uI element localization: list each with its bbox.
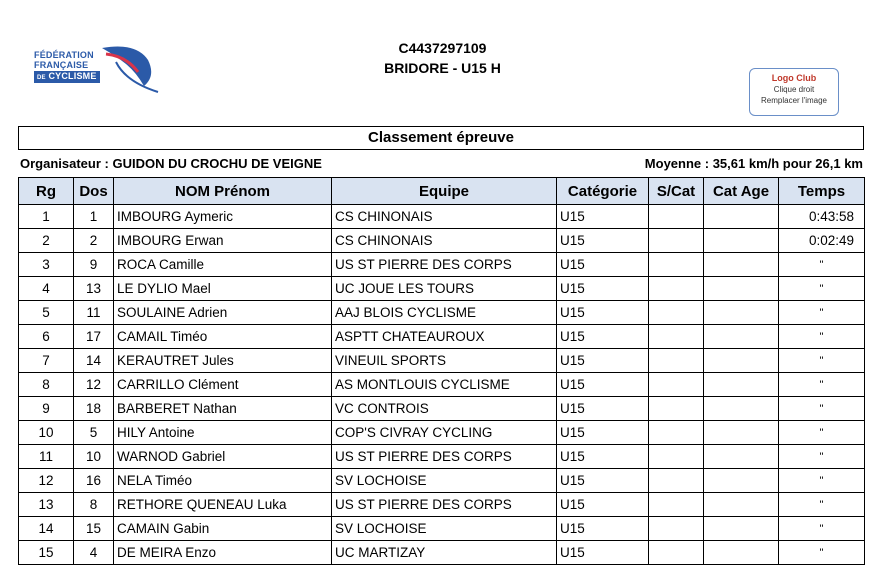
col-dos: Dos xyxy=(74,178,114,205)
cell-scat xyxy=(649,541,704,565)
logo-line-1: FÉDÉRATION xyxy=(34,50,94,60)
cell-catage xyxy=(704,229,779,253)
cell-catage xyxy=(704,325,779,349)
cell-catage xyxy=(704,469,779,493)
col-scat: S/Cat xyxy=(649,178,704,205)
cell-equipe: AAJ BLOIS CYCLISME xyxy=(332,301,557,325)
cell-catage xyxy=(704,349,779,373)
col-catage: Cat Age xyxy=(704,178,779,205)
cell-rg: 12 xyxy=(19,469,74,493)
cell-temps: " xyxy=(779,277,865,301)
cell-nom: DE MEIRA Enzo xyxy=(114,541,332,565)
organisateur: Organisateur : GUIDON DU CROCHU DE VEIGNE xyxy=(20,156,322,171)
cell-rg: 7 xyxy=(19,349,74,373)
table-row xyxy=(19,277,865,301)
cell-equipe: SV LOCHOISE xyxy=(332,469,557,493)
cell-dos: 11 xyxy=(74,301,114,325)
logo-cyclisme: CYCLISME xyxy=(48,71,97,81)
table-row xyxy=(19,421,865,445)
cell-cat: U15 xyxy=(557,469,649,493)
col-equipe: Equipe xyxy=(332,178,557,205)
cell-catage xyxy=(704,421,779,445)
section-title: Classement épreuve xyxy=(18,126,864,150)
cell-cat: U15 xyxy=(557,325,649,349)
table-row xyxy=(19,373,865,397)
cell-equipe: US ST PIERRE DES CORPS xyxy=(332,493,557,517)
cell-temps: " xyxy=(779,469,865,493)
cell-rg: 14 xyxy=(19,517,74,541)
cell-catage xyxy=(704,277,779,301)
cell-catage xyxy=(704,301,779,325)
cell-temps: " xyxy=(779,349,865,373)
cell-equipe: VC CONTROIS xyxy=(332,397,557,421)
cell-rg: 2 xyxy=(19,229,74,253)
cell-scat xyxy=(649,421,704,445)
cell-catage xyxy=(704,541,779,565)
cell-temps: " xyxy=(779,517,865,541)
cell-dos: 14 xyxy=(74,349,114,373)
cell-equipe: VINEUIL SPORTS xyxy=(332,349,557,373)
cell-catage xyxy=(704,253,779,277)
cell-equipe: SV LOCHOISE xyxy=(332,517,557,541)
table-row xyxy=(19,397,865,421)
cell-cat: U15 xyxy=(557,253,649,277)
cell-cat: U15 xyxy=(557,421,649,445)
cell-temps: " xyxy=(779,421,865,445)
cell-equipe: US ST PIERRE DES CORPS xyxy=(332,445,557,469)
table-row xyxy=(19,253,865,277)
cell-dos: 16 xyxy=(74,469,114,493)
cell-catage xyxy=(704,445,779,469)
cell-equipe: CS CHINONAIS xyxy=(332,229,557,253)
cell-cat: U15 xyxy=(557,541,649,565)
cell-equipe: UC MARTIZAY xyxy=(332,541,557,565)
cell-rg: 11 xyxy=(19,445,74,469)
race-code: C4437297109 xyxy=(398,40,487,56)
ffc-swoosh-icon xyxy=(96,42,164,98)
cell-temps: 0:43:58 xyxy=(779,205,865,229)
cell-cat: U15 xyxy=(557,205,649,229)
cell-temps: " xyxy=(779,301,865,325)
cell-scat xyxy=(649,469,704,493)
cell-rg: 4 xyxy=(19,277,74,301)
cell-dos: 10 xyxy=(74,445,114,469)
cell-temps: " xyxy=(779,493,865,517)
cell-equipe: COP'S CIVRAY CYCLING xyxy=(332,421,557,445)
cell-cat: U15 xyxy=(557,349,649,373)
logo-prefix: DE xyxy=(37,75,46,81)
cell-nom: RETHORE QUENEAU Luka xyxy=(114,493,332,517)
cell-cat: U15 xyxy=(557,277,649,301)
cell-rg: 1 xyxy=(19,205,74,229)
cell-rg: 8 xyxy=(19,373,74,397)
moyenne: Moyenne : 35,61 km/h pour 26,1 km xyxy=(644,156,863,171)
club-logo-hint-2: Remplacer l'image xyxy=(761,96,827,105)
table-row xyxy=(19,445,865,469)
cell-cat: U15 xyxy=(557,517,649,541)
cell-temps: " xyxy=(779,397,865,421)
cell-equipe: UC JOUE LES TOURS xyxy=(332,277,557,301)
cell-catage xyxy=(704,397,779,421)
cell-catage xyxy=(704,493,779,517)
table-row xyxy=(19,517,865,541)
cell-scat xyxy=(649,229,704,253)
cell-rg: 5 xyxy=(19,301,74,325)
cell-dos: 12 xyxy=(74,373,114,397)
cell-rg: 13 xyxy=(19,493,74,517)
cell-scat xyxy=(649,325,704,349)
cell-cat: U15 xyxy=(557,445,649,469)
cell-scat xyxy=(649,493,704,517)
cell-dos: 8 xyxy=(74,493,114,517)
cell-dos: 15 xyxy=(74,517,114,541)
cell-nom: HILY Antoine xyxy=(114,421,332,445)
cell-temps: " xyxy=(779,445,865,469)
cell-nom: WARNOD Gabriel xyxy=(114,445,332,469)
table-row xyxy=(19,493,865,517)
cell-nom: CARRILLO Clément xyxy=(114,373,332,397)
logo-line-2: FRANÇAISE xyxy=(34,60,89,70)
cell-equipe: AS MONTLOUIS CYCLISME xyxy=(332,373,557,397)
cell-dos: 4 xyxy=(74,541,114,565)
cell-cat: U15 xyxy=(557,229,649,253)
cell-dos: 9 xyxy=(74,253,114,277)
cell-nom: LE DYLIO Mael xyxy=(114,277,332,301)
club-logo-placeholder[interactable] xyxy=(749,68,839,116)
cell-temps: " xyxy=(779,253,865,277)
cell-nom: KERAUTRET Jules xyxy=(114,349,332,373)
cell-temps: " xyxy=(779,541,865,565)
results-table xyxy=(18,177,865,565)
col-rg: Rg xyxy=(19,178,74,205)
col-temps: Temps xyxy=(779,178,865,205)
table-row xyxy=(19,205,865,229)
cell-temps: " xyxy=(779,325,865,349)
cell-rg: 6 xyxy=(19,325,74,349)
table-row xyxy=(19,301,865,325)
cell-cat: U15 xyxy=(557,301,649,325)
table-row xyxy=(19,469,865,493)
cell-equipe: CS CHINONAIS xyxy=(332,205,557,229)
cell-catage xyxy=(704,517,779,541)
cell-temps: " xyxy=(779,373,865,397)
cell-cat: U15 xyxy=(557,493,649,517)
cell-cat: U15 xyxy=(557,397,649,421)
table-row xyxy=(19,349,865,373)
cell-scat xyxy=(649,301,704,325)
cell-dos: 17 xyxy=(74,325,114,349)
ffc-logo-text xyxy=(34,50,100,83)
table-row xyxy=(19,325,865,349)
table-header-row xyxy=(19,178,865,205)
col-categorie: Catégorie xyxy=(557,178,649,205)
cell-catage xyxy=(704,373,779,397)
cell-catage xyxy=(704,205,779,229)
cell-scat xyxy=(649,205,704,229)
cell-dos: 18 xyxy=(74,397,114,421)
cell-scat xyxy=(649,277,704,301)
cell-dos: 2 xyxy=(74,229,114,253)
cell-scat xyxy=(649,397,704,421)
cell-nom: BARBERET Nathan xyxy=(114,397,332,421)
cell-cat: U15 xyxy=(557,373,649,397)
cell-dos: 1 xyxy=(74,205,114,229)
cell-nom: IMBOURG Erwan xyxy=(114,229,332,253)
cell-dos: 13 xyxy=(74,277,114,301)
cell-rg: 10 xyxy=(19,421,74,445)
cell-nom: CAMAIL Timéo xyxy=(114,325,332,349)
table-row xyxy=(19,541,865,565)
cell-scat xyxy=(649,349,704,373)
cell-scat xyxy=(649,517,704,541)
cell-scat xyxy=(649,445,704,469)
col-nom: NOM Prénom xyxy=(114,178,332,205)
cell-nom: SOULAINE Adrien xyxy=(114,301,332,325)
club-logo-hint-1: Clique droit xyxy=(773,85,815,94)
race-name: BRIDORE - U15 H xyxy=(384,60,501,76)
cell-nom: ROCA Camille xyxy=(114,253,332,277)
cell-rg: 15 xyxy=(19,541,74,565)
table-row xyxy=(19,229,865,253)
cell-scat xyxy=(649,373,704,397)
ffc-logo xyxy=(34,42,164,100)
cell-nom: IMBOURG Aymeric xyxy=(114,205,332,229)
cell-equipe: ASPTT CHATEAUROUX xyxy=(332,325,557,349)
cell-dos: 5 xyxy=(74,421,114,445)
cell-rg: 9 xyxy=(19,397,74,421)
cell-nom: CAMAIN Gabin xyxy=(114,517,332,541)
logo-line-3 xyxy=(34,71,100,83)
cell-equipe: US ST PIERRE DES CORPS xyxy=(332,253,557,277)
club-logo-title: Logo Club xyxy=(771,73,817,83)
cell-temps: 0:02:49 xyxy=(779,229,865,253)
cell-scat xyxy=(649,253,704,277)
cell-nom: NELA Timéo xyxy=(114,469,332,493)
cell-rg: 3 xyxy=(19,253,74,277)
